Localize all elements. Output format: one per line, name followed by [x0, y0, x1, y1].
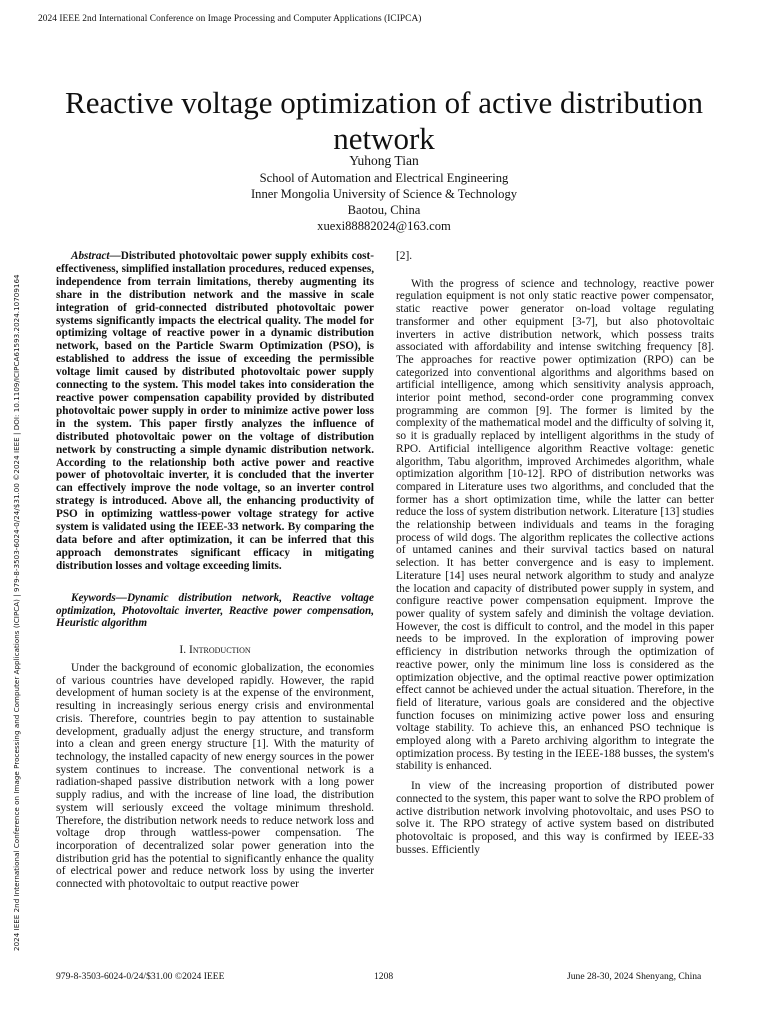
abstract — [56, 250, 374, 573]
author-name: Yuhong Tian — [349, 153, 419, 168]
author-location: Baotou, China — [347, 203, 421, 217]
abstract-text: Distributed photovoltaic power supply exhibits cost-effectiveness, simplified installation procedures, reduced expenses, independence from terrain limitations, thereby augmenting its share in the distribution network and the massive in scale integration of grid-connected distributed photovoltaic power systems significantly impacts the electrical quality. The model for optimizing voltage of reactive power in a dynamic distribution network, based on the Particle Swarm Optimization (PSO), is established to address the issue of exceeding the permissible voltage limit caused by distributed photovoltaic power supply connecting to the system. This model takes into consideration the reactive power compensation capability provided by distributed photovoltaic power supply in order to minimize active power loss in the system. This paper firstly analyzes the influence of distributed photovoltaic power on the voltage of distribution network by constructing a simple dynamic distribution network. According to the relationship both active power and reactive power of photovoltaic inverter, it is concluded that the inverter can effectively improve the node voltage, so an inverter control strategy is introduced. Above all, the enhancing productivity of PSO in optimizing wattless-power voltage strategy for active system is validated using the IEEE-33 network. By comparing the data before and after optimization, it can be inferred that this approach demonstrates significant efficacy in mitigating distribution losses and voltage exceeding limits. — [56, 250, 374, 572]
keywords-separator: — — [115, 591, 127, 604]
conference-header: 2024 IEEE 2nd International Conference on Image Processing and Computer Applications (ICIPCA) — [38, 14, 422, 24]
author-email: xuexi88882024@163.com — [317, 219, 451, 233]
right-column — [396, 250, 714, 856]
doi-sidebar: 2024 IEEE 2nd International Conference on Image Processing and Computer Applications (ICIPCA) | 979-8-3503-6024-0/24/$31.00 ©2024 IEEE | DOI: 10.1109/ICIPCA61593.2024.10709164 — [12, 274, 21, 951]
footer-page-number: 1208 — [374, 971, 394, 982]
introduction-paragraph-3: In view of the increasing proportion of distributed power connected to the system, this paper want to solve the RPO problem of active distribution network involving photovoltaic, and uses PSO to solve it. The RPO strategy of active system based on distributed photovoltaic is proposed, and this way is confirmed by IEEE-33 busses. Efficiently — [396, 780, 714, 856]
introduction-paragraph-2: With the progress of science and technology, reactive power regulation equipment is not only static reactive power compensator, static reactive power generator on-load voltage regulating transformer and other equipment [3-7], but also photovoltaic inverters in active distribution network, which possess traits associated with affordability and intense switching frequency [8]. The approaches for reactive power optimization (RPO) can be categorized into conventional algorithms and algorithms based on artificial intelligence, among which sensitivity analysis approach, interior point method, second-order cone programming convex programming are common [9]. The former is limited by the complexity of the mathematical model and the difficulty of solving it, so it is gradually replaced by intelligent algorithms in the study of RPO. Artificial intelligence algorithm Reactive voltage: genetic algorithm, Tabu algorithm, improved Archimedes algorithm, whale optimization algorithm [10-12]. RPO of distribution networks was compared in Literature uses two algorithms, and concluded that the former has a short optimization time, while the latter can better reduce the loss of system distribution network. Literature [13] studies the relationship between individuals and teams in the foraging process of wild dogs. The algorithm replicates the collective actions of untamed canines and their survival tactics based on natural selection. It has better convergence and is easy to implement. Literature [14] uses neural network algorithm to study and analyze the location and capacity of distributed power supply in system, and configure reactive power compensation equipment. Improve the power quality of system safely and diminish the voltage deviation. However, the cost is difficult to control, and the model in this paper needs to be improved. In the exploration of improving power efficiency in distribution networks through the optimization of reactive power, only the minimum line loss is considered as the optimization objective, and the optimal reactive power optimization effect cannot be achieved under the actual situation. Therefore, in the field of literature, various goals are considered and the objective function focuses on minimizing active power loss and ensuring voltage stability. To achieve this, an enhanced PSO technique is employed along with a Pareto archiving algorithm to integrate the optimization process. By testing in the IEEE-188 busses, the system's stability is enhanced. — [396, 277, 714, 773]
paper-title: Reactive voltage optimization of active distribution network — [65, 84, 703, 156]
footer-date-location: June 28-30, 2024 Shenyang, China — [567, 971, 702, 982]
footer-isbn: 979-8-3503-6024-0/24/$31.00 ©2024 IEEE — [56, 971, 225, 982]
keywords-text: Dynamic distribution network, Reactive voltage optimization, Photovoltaic inverter, Reactive power compensation, Heuristic algorithm — [56, 591, 374, 630]
author-affiliation-department: School of Automation and Electrical Engineering — [259, 171, 509, 185]
abstract-separator: — — [109, 250, 121, 262]
author-block — [0, 153, 768, 234]
author-affiliation-university: Inner Mongolia University of Science & Technology — [250, 187, 518, 201]
section-heading-introduction: I. Introduction — [179, 643, 251, 657]
keywords — [56, 592, 374, 631]
introduction-paragraph-1: Under the background of economic globalization, the economies of various countries have developed rapidly. However, the rapid development of human society is at the expense of the environment, resulting in increasingly serious energy crisis and environmental crisis. Therefore, countries begin to pay attention to sustainable development, gradually adjust the energy structure, and transform into a clean and green energy structure [1]. With the maturity of technology, the installed capacity of new energy sources in the power system continues to increase. The conventional network is a radiation-shaped passive distribution network with a long power supply radius, and with the increase of line load, the distribution system will seriously exceed the voltage minimum threshold. Therefore, the distribution network needs to reduce network loss and voltage drop through wattless-power compensation. The incorporation of decentralized solar power generation into the distribution grid has the potential to significantly enhance the quality of electrical power and reduce network loss by using the inverter connected with photovoltaic to output reactive power — [56, 662, 374, 891]
continuation-text: [2]. — [396, 250, 413, 262]
keywords-label: Keywords — [71, 591, 116, 604]
abstract-label: Abstract — [71, 250, 110, 262]
left-column — [56, 250, 374, 891]
